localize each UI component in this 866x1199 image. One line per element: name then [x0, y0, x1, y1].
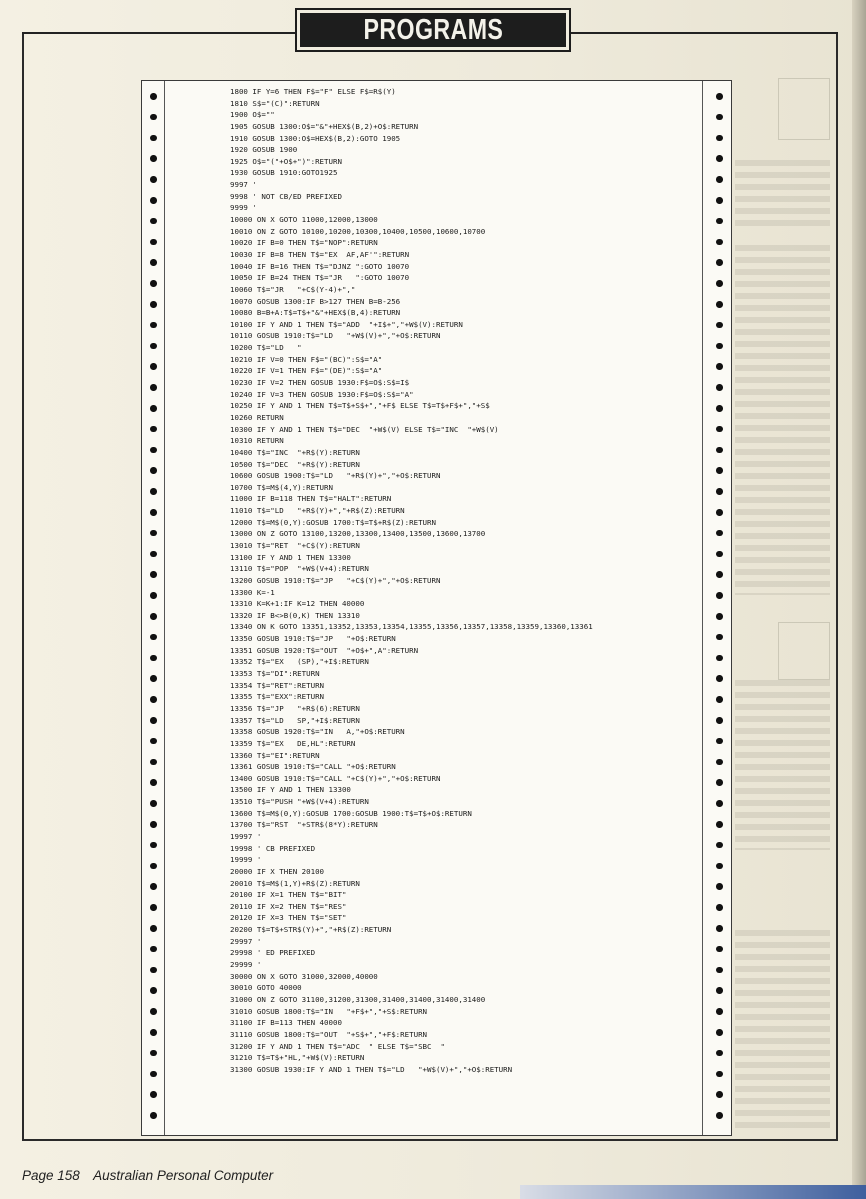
- opposite-page-edge: [852, 0, 866, 1199]
- code-line: 31200 IF Y AND 1 THEN T$="ADC " ELSE T$="SBC ": [230, 1041, 445, 1051]
- tractor-hole: [716, 967, 723, 974]
- tractor-hole: [150, 1112, 157, 1119]
- ghost-paragraph-2: [735, 680, 830, 850]
- code-line: 13500 IF Y AND 1 THEN 13300: [230, 785, 351, 795]
- ghost-logo-1: [778, 78, 830, 140]
- tractor-hole: [150, 738, 157, 745]
- page-footer: [22, 1168, 273, 1183]
- code-line: 29999 ': [230, 960, 262, 970]
- tractor-hole: [716, 155, 723, 162]
- tractor-hole: [716, 883, 723, 890]
- code-line: 13100 IF Y AND 1 THEN 13300: [230, 552, 351, 562]
- code-line: 10110 GOSUB 1910:T$="LD "+W$(V)+","+O$:RETURN: [230, 331, 441, 341]
- tractor-hole: [150, 1071, 157, 1078]
- program-listing: [230, 86, 593, 1075]
- tractor-hole: [150, 717, 157, 724]
- code-line: 31110 GOSUB 1800:T$="OUT "+S$+","+F$:RETURN: [230, 1029, 428, 1039]
- code-line: 10000 ON X GOTO 11000,12000,13000: [230, 215, 378, 225]
- tractor-hole: [716, 1029, 723, 1036]
- code-line: 1900 O$="": [230, 110, 275, 120]
- code-line: 13010 T$="RET "+C$(Y):RETURN: [230, 540, 360, 550]
- tractor-hole: [150, 1050, 157, 1057]
- tractor-hole: [716, 551, 723, 558]
- code-line: 29998 ' ED PREFIXED: [230, 948, 316, 958]
- tractor-hole: [150, 239, 157, 246]
- code-line: 10070 GOSUB 1300:IF B>127 THEN B=B-256: [230, 296, 401, 306]
- tractor-hole: [716, 509, 723, 516]
- code-line: 13350 GOSUB 1910:T$="JP "+O$:RETURN: [230, 634, 396, 644]
- tractor-hole: [716, 239, 723, 246]
- tractor-hole: [716, 114, 723, 121]
- tractor-hole: [716, 1008, 723, 1015]
- tractor-hole: [716, 946, 723, 953]
- code-line: 10060 T$="JR "+C$(Y-4)+",": [230, 284, 356, 294]
- tractor-hole: [716, 197, 723, 204]
- tractor-hole: [150, 946, 157, 953]
- code-line: 13360 T$="EI":RETURN: [230, 750, 320, 760]
- code-line: 19997 ': [230, 832, 262, 841]
- code-line: 13357 T$="LD SP,"+I$:RETURN: [230, 715, 360, 725]
- code-line: 31210 T$=T$+"HL,"+W$(V):RETURN: [230, 1053, 365, 1063]
- section-title: PROGRAMS: [363, 13, 503, 46]
- code-line: 13354 T$="RET":RETURN: [230, 680, 325, 690]
- code-line: 10310 RETURN: [230, 436, 284, 446]
- tractor-hole: [716, 1071, 723, 1078]
- code-line: 1810 S$="(C)":RETURN: [230, 98, 320, 108]
- code-line: 10040 IF B=16 THEN T$="DJNZ ":GOTO 10070: [230, 261, 410, 271]
- tractor-hole: [150, 779, 157, 786]
- code-line: 19999 ': [230, 855, 262, 865]
- tractor-hole: [716, 176, 723, 183]
- tractor-hole: [150, 259, 157, 266]
- code-line: 13110 T$="POP "+W$(V+4):RETURN: [230, 564, 369, 574]
- code-line: 1925 O$="("+O$+")":RETURN: [230, 156, 342, 166]
- code-line: 31000 ON Z GOTO 31100,31200,31300,31400,31400,31400,31400: [230, 994, 486, 1004]
- tractor-hole: [716, 738, 723, 745]
- tractor-hole: [150, 280, 157, 287]
- tractor-hole: [716, 426, 723, 433]
- code-line: 13352 T$="EX (SP),"+I$:RETURN: [230, 657, 369, 667]
- tractor-hole: [716, 592, 723, 599]
- tractor-hole: [150, 863, 157, 870]
- tractor-hole: [716, 634, 723, 641]
- ghost-listing-2: [735, 930, 830, 1130]
- code-line: 10600 GOSUB 1900:T$="LD "+R$(Y)+","+O$:RETURN: [230, 471, 441, 481]
- code-line: 10200 T$="LD ": [230, 343, 302, 353]
- code-line: 30010 GOTO 40000: [230, 983, 302, 993]
- code-line: 20100 IF X=1 THEN T$="BIT": [230, 890, 347, 900]
- tractor-hole: [150, 155, 157, 162]
- code-line: 1930 GOSUB 1910:GOTO1925: [230, 168, 338, 178]
- tractor-hole: [150, 405, 157, 412]
- code-line: 9999 ': [230, 203, 257, 213]
- tractor-hole: [150, 426, 157, 433]
- tractor-hole: [716, 842, 723, 849]
- code-line: 10240 IF V=3 THEN GOSUB 1930:F$=O$:S$="A": [230, 389, 414, 399]
- tractor-hole: [716, 447, 723, 454]
- tractor-hole: [150, 530, 157, 537]
- code-line: 13400 GOSUB 1910:T$="CALL "+C$(Y)+","+O$:RETURN: [230, 773, 441, 783]
- code-line: 9997 ': [230, 180, 257, 190]
- tractor-hole: [716, 363, 723, 370]
- code-line: 13353 T$="DI":RETURN: [230, 669, 320, 679]
- tractor-hole: [150, 821, 157, 828]
- code-line: 11010 T$="LD "+R$(Y)+","+R$(Z):RETURN: [230, 506, 405, 516]
- code-line: 13310 K=K+1:IF K=12 THEN 40000: [230, 599, 365, 609]
- tractor-hole: [150, 675, 157, 682]
- tractor-hole: [716, 467, 723, 474]
- ghost-logo-2: [778, 622, 830, 680]
- tractor-hole: [150, 987, 157, 994]
- tractor-hole: [150, 592, 157, 599]
- tractor-hole: [716, 925, 723, 932]
- tractor-hole: [716, 280, 723, 287]
- code-line: 10230 IF V=2 THEN GOSUB 1930:F$=O$:S$=I$: [230, 378, 410, 388]
- tractor-hole: [716, 405, 723, 412]
- tractor-hole: [150, 343, 157, 350]
- tractor-hole: [716, 530, 723, 537]
- code-line: 13700 T$="RST "+STR$(8*Y):RETURN: [230, 820, 378, 830]
- code-line: 10010 ON Z GOTO 10100,10200,10300,10400,10500,10600,10700: [230, 226, 486, 236]
- tractor-hole: [150, 447, 157, 454]
- tractor-hole: [716, 675, 723, 682]
- tractor-hole: [716, 218, 723, 225]
- tractor-hole: [716, 655, 723, 662]
- code-line: 13300 K=-1: [230, 587, 275, 597]
- code-line: 1905 GOSUB 1300:O$="&"+HEX$(B,2)+O$:RETURN: [230, 121, 419, 131]
- tractor-hole: [150, 967, 157, 974]
- tractor-hole: [150, 842, 157, 849]
- code-line: 10400 T$="INC "+R$(Y):RETURN: [230, 447, 360, 457]
- tractor-hole: [150, 1029, 157, 1036]
- code-line: 31010 GOSUB 1800:T$="IN "+F$+","+S$:RETURN: [230, 1006, 428, 1016]
- code-line: 20200 T$=T$+STR$(Y)+","+R$(Z):RETURN: [230, 925, 392, 935]
- tractor-hole: [716, 343, 723, 350]
- tractor-hole: [150, 655, 157, 662]
- code-line: 10210 IF V=0 THEN F$="(BC)":S$="A": [230, 354, 383, 364]
- code-line: 30000 ON X GOTO 31000,32000,40000: [230, 971, 378, 981]
- tractor-hole: [150, 634, 157, 641]
- tractor-hole: [150, 363, 157, 370]
- tractor-hole: [716, 613, 723, 620]
- code-line: 29997 ': [230, 936, 262, 946]
- tractor-hole: [716, 800, 723, 807]
- tractor-hole: [716, 384, 723, 391]
- code-line: 13510 T$="PUSH "+W$(V+4):RETURN: [230, 797, 369, 807]
- code-line: 20010 T$=M$(1,Y)+R$(Z):RETURN: [230, 878, 360, 888]
- tractor-hole: [150, 114, 157, 121]
- tractor-hole: [150, 176, 157, 183]
- code-line: 1800 IF Y=6 THEN F$="F" ELSE F$=R$(Y): [230, 87, 396, 96]
- tractor-hole: [150, 571, 157, 578]
- tractor-hole: [150, 1008, 157, 1015]
- code-line: 10260 RETURN: [230, 412, 284, 422]
- tractor-hole: [716, 322, 723, 329]
- ghost-paragraph-1: [735, 160, 830, 232]
- tractor-hole: [716, 821, 723, 828]
- tractor-hole: [716, 779, 723, 786]
- code-line: 12000 T$=M$(0,Y):GOSUB 1700:T$=T$+R$(Z):RETURN: [230, 517, 436, 527]
- tractor-hole: [150, 800, 157, 807]
- tractor-hole: [150, 696, 157, 703]
- code-line: 10250 IF Y AND 1 THEN T$=T$+S$+","+F$ ELSE T$=T$+F$+","+S$: [230, 401, 490, 411]
- code-line: 20110 IF X=2 THEN T$="RES": [230, 901, 347, 911]
- code-line: 10220 IF V=1 THEN F$="(DE)":S$="A": [230, 366, 383, 376]
- code-line: 11000 IF B=118 THEN T$="HALT":RETURN: [230, 494, 392, 504]
- bottom-bleed-strip: [520, 1185, 866, 1199]
- code-line: 20000 IF X THEN 20100: [230, 866, 325, 876]
- tractor-hole: [150, 759, 157, 766]
- tractor-hole: [150, 883, 157, 890]
- tractor-hole: [716, 1112, 723, 1119]
- code-line: 31100 IF B=113 THEN 40000: [230, 1018, 342, 1028]
- tractor-hole: [150, 301, 157, 308]
- tractor-hole: [150, 467, 157, 474]
- tractor-hole: [716, 759, 723, 766]
- ghost-listing-1: [735, 245, 830, 595]
- code-line: 13361 GOSUB 1910:T$="CALL "+O$:RETURN: [230, 762, 396, 772]
- code-line: 13359 T$="EX DE,HL":RETURN: [230, 738, 356, 748]
- tractor-hole: [150, 509, 157, 516]
- tractor-hole: [150, 613, 157, 620]
- code-line: 13320 IF B<>B(0,K) THEN 13310: [230, 610, 360, 620]
- code-line: 13356 T$="JP "+R$(6):RETURN: [230, 703, 360, 713]
- code-line: 13358 GOSUB 1920:T$="IN A,"+O$:RETURN: [230, 727, 405, 737]
- code-line: 13351 GOSUB 1920:T$="OUT "+O$+",A":RETURN: [230, 645, 419, 655]
- tractor-hole: [150, 135, 157, 142]
- tractor-hole: [716, 863, 723, 870]
- tractor-hole: [150, 488, 157, 495]
- code-line: 10300 IF Y AND 1 THEN T$="DEC "+W$(V) ELSE T$="INC "+W$(V): [230, 424, 499, 434]
- tractor-hole: [716, 488, 723, 495]
- code-line: 1910 GOSUB 1300:O$=HEX$(B,2):GOTO 1905: [230, 133, 401, 143]
- tractor-hole: [150, 322, 157, 329]
- left-tractor-strip-line: [164, 81, 165, 1135]
- tractor-hole: [150, 551, 157, 558]
- printout-sheet: [141, 80, 732, 1136]
- tractor-hole: [716, 93, 723, 100]
- tractor-hole: [716, 696, 723, 703]
- code-line: 10050 IF B=24 THEN T$="JR ":GOTO 10070: [230, 273, 410, 283]
- tractor-hole: [716, 717, 723, 724]
- tractor-hole: [150, 925, 157, 932]
- tractor-hole: [150, 93, 157, 100]
- tractor-hole: [150, 384, 157, 391]
- code-line: 13340 ON K GOTO 13351,13352,13353,13354,13355,13356,13357,13358,13359,13360,13361: [230, 622, 593, 632]
- tractor-hole: [716, 135, 723, 142]
- code-line: 10700 T$=M$(4,Y):RETURN: [230, 482, 333, 492]
- code-line: 9998 ' NOT CB/ED PREFIXED: [230, 191, 342, 201]
- tractor-hole: [716, 1050, 723, 1057]
- page-number: Page 158: [22, 1168, 80, 1183]
- code-line: 10500 T$="DEC "+R$(Y):RETURN: [230, 459, 360, 469]
- tractor-hole: [716, 904, 723, 911]
- publication-name: Australian Personal Computer: [93, 1168, 274, 1183]
- tractor-hole: [150, 197, 157, 204]
- tractor-hole: [150, 904, 157, 911]
- code-line: 10100 IF Y AND 1 THEN T$="ADD "+I$+","+W$(V):RETURN: [230, 319, 463, 329]
- tractor-hole: [150, 218, 157, 225]
- code-line: 19998 ' CB PREFIXED: [230, 843, 316, 853]
- code-line: 13355 T$="EXX":RETURN: [230, 692, 325, 702]
- code-line: 1920 GOSUB 1900: [230, 145, 298, 155]
- tractor-hole: [716, 571, 723, 578]
- code-line: 10080 B=B+A:T$=T$+"&"+HEX$(B,4):RETURN: [230, 308, 401, 318]
- tractor-hole: [716, 301, 723, 308]
- code-line: 20120 IF X=3 THEN T$="SET": [230, 913, 347, 923]
- code-line: 10030 IF B=8 THEN T$="EX AF,AF'":RETURN: [230, 249, 410, 259]
- code-line: 13000 ON Z GOTO 13100,13200,13300,13400,13500,13600,13700: [230, 529, 486, 539]
- code-line: 10020 IF B=0 THEN T$="NOP":RETURN: [230, 238, 378, 248]
- section-header-tab: [297, 10, 569, 50]
- tractor-hole: [716, 987, 723, 994]
- code-line: 13600 T$=M$(0,Y):GOSUB 1700:GOSUB 1900:T$=T$+O$:RETURN: [230, 808, 472, 818]
- tractor-hole: [716, 259, 723, 266]
- code-line: 31300 GOSUB 1930:IF Y AND 1 THEN T$="LD "+W$(V)+","+O$:RETURN: [230, 1064, 513, 1074]
- right-tractor-strip-line: [702, 81, 703, 1135]
- tractor-hole: [150, 1091, 157, 1098]
- tractor-hole: [716, 1091, 723, 1098]
- code-line: 13200 GOSUB 1910:T$="JP "+C$(Y)+","+O$:RETURN: [230, 575, 441, 585]
